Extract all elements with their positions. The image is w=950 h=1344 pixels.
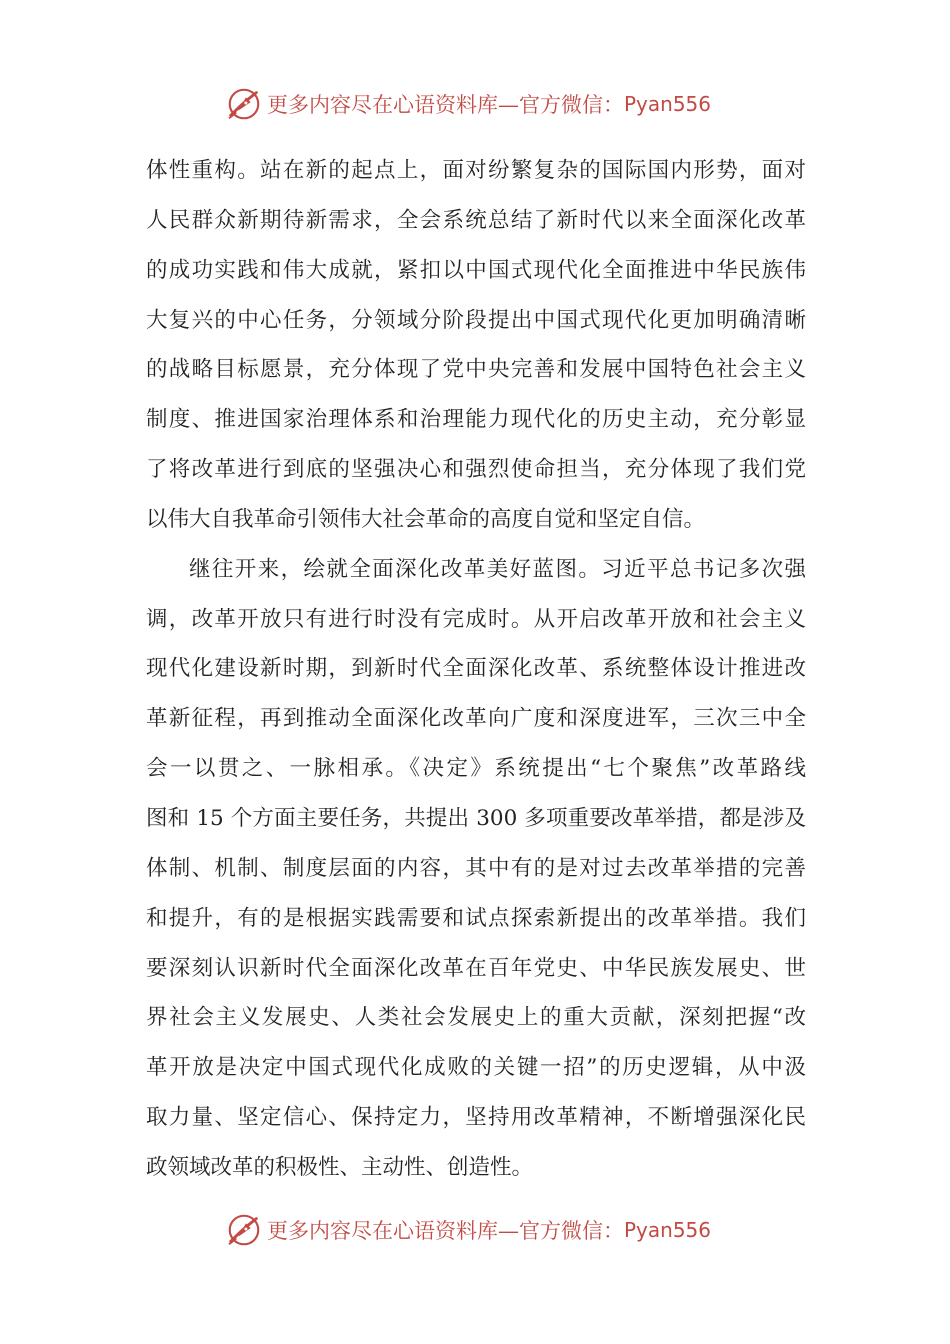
text-line: 政领域改革的积极性、主动性、创造性。 — [146, 1154, 534, 1180]
text-line: 调，改革开放只有进行时没有完成时。从开启改革开放和社会主义 — [146, 606, 806, 632]
banner-text: 更多内容尽在心语资料库—官方微信： — [267, 1219, 624, 1243]
text-line: 图和 15 个方面主要任务，共提出 300 多项重要改革举措，都是涉及 — [146, 805, 806, 831]
text-line: 体制、机制、制度层面的内容，其中有的是对过去改革举措的完善 — [146, 855, 806, 881]
text-line: 和提升，有的是根据实践需要和试点探索新提出的改革举措。我们 — [146, 905, 806, 931]
pen-nib-logo-icon — [225, 85, 263, 123]
document-body — [146, 146, 806, 1193]
banner-wechat-id: Pyan556 — [624, 92, 712, 116]
text-line: 界社会主义发展史、人类社会发展史上的重大贡献，深刻把握“改 — [146, 1005, 806, 1031]
paragraph — [146, 545, 806, 1193]
banner-text: 更多内容尽在心语资料库—官方微信： — [267, 93, 624, 117]
text-line: 现代化建设新时期，到新时代全面深化改革、系统整体设计推进改 — [146, 656, 806, 682]
text-line: 大复兴的中心任务，分领域分阶段提出中国式现代化更加明确清晰 — [146, 307, 806, 333]
text-line: 革新征程，再到推动全面深化改革向广度和深度进军，三次三中全 — [146, 706, 806, 732]
header-banner — [225, 84, 711, 124]
text-line: 人民群众新期待新需求，全会系统总结了新时代以来全面深化改革 — [146, 207, 806, 233]
paragraph — [146, 146, 806, 545]
pen-nib-logo-icon — [225, 1211, 263, 1249]
text-line: 了将改革进行到底的坚强决心和强烈使命担当，充分体现了我们党 — [146, 457, 806, 483]
text-line: 以伟大自我革命引领伟大社会革命的高度自觉和坚定自信。 — [146, 506, 706, 532]
text-line: 要深刻认识新时代全面深化改革在百年党史、中华民族发展史、世 — [146, 955, 806, 981]
banner-wechat-id: Pyan556 — [624, 1218, 712, 1242]
footer-banner — [225, 1210, 711, 1250]
text-line: 继往开来，绘就全面深化改革美好蓝图。习近平总书记多次强 — [189, 556, 806, 582]
text-line: 的成功实践和伟大成就，紧扣以中国式现代化全面推进中华民族伟 — [146, 257, 806, 283]
text-line: 制度、推进国家治理体系和治理能力现代化的历史主动，充分彰显 — [146, 407, 806, 433]
text-line: 体性重构。站在新的起点上，面对纷繁复杂的国际国内形势，面对 — [146, 158, 806, 183]
text-line: 取力量、坚定信心、保持定力，坚持用改革精神，不断增强深化民 — [146, 1105, 806, 1131]
text-line: 的战略目标愿景，充分体现了党中央完善和发展中国特色社会主义 — [146, 357, 806, 383]
text-line: 会一以贯之、一脉相承。《决定》系统提出“七个聚焦”改革路线 — [146, 756, 806, 782]
text-line: 革开放是决定中国式现代化成败的关键一招”的历史逻辑，从中汲 — [146, 1055, 806, 1081]
